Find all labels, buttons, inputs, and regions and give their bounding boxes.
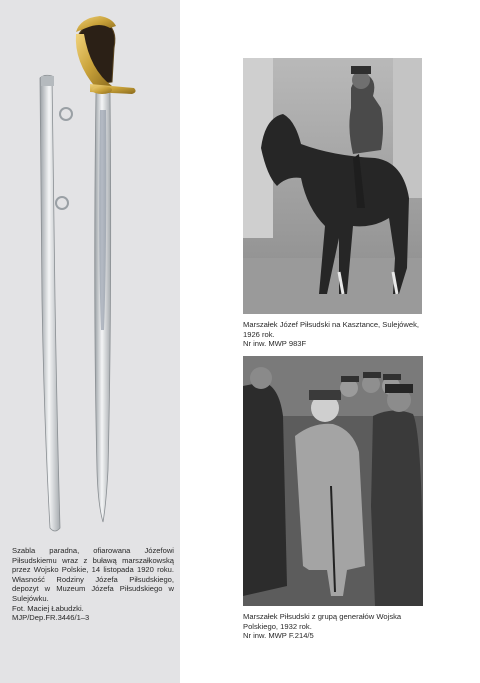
photo-top-caption xyxy=(243,320,425,349)
photo-bottom-inventory-number: Nr inw. MWP F.214/5 xyxy=(243,631,314,641)
photo-bottom-caption xyxy=(243,612,428,641)
photo-marshal-with-generals xyxy=(243,356,423,606)
photo-marshal-with-generals-image xyxy=(243,356,423,606)
photo-bottom-caption-text: Marszałek Piłsudski z grupą generałów Wojska Polskiego, 1932 rok. xyxy=(243,612,402,631)
photo-marshal-on-horse xyxy=(243,58,422,314)
scabbard xyxy=(40,75,72,531)
photo-top-caption-text: Marszałek Józef Piłsudski na Kasztance, Sulejówek, 1926 rok. xyxy=(243,320,420,339)
sword-hilt xyxy=(76,16,136,94)
sword-blade xyxy=(95,92,111,522)
sword-panel xyxy=(0,0,180,683)
sword-caption-text: Szabla paradna, ofiarowana Józefowi Piłsudskiemu wraz z buławą marszałkowską przez Wojsko Polskie, 14 listopada 1920 roku. Własność Rodziny Józefa Piłsudskiego, depozyt w Muzeum Józefa Piłsudskiego w Sulejówku. xyxy=(12,546,174,603)
sword-inventory-number: MJP/Dep.FR.3446/1–3 xyxy=(12,613,90,623)
sword-illustration xyxy=(0,0,180,540)
sword-photo-credit: Fot. Maciej Łabudzki. xyxy=(12,603,84,613)
sword-caption xyxy=(12,546,174,623)
photo-marshal-on-horse-image xyxy=(243,58,422,314)
photo-top-inventory-number: Nr inw. MWP 983F xyxy=(243,339,307,349)
